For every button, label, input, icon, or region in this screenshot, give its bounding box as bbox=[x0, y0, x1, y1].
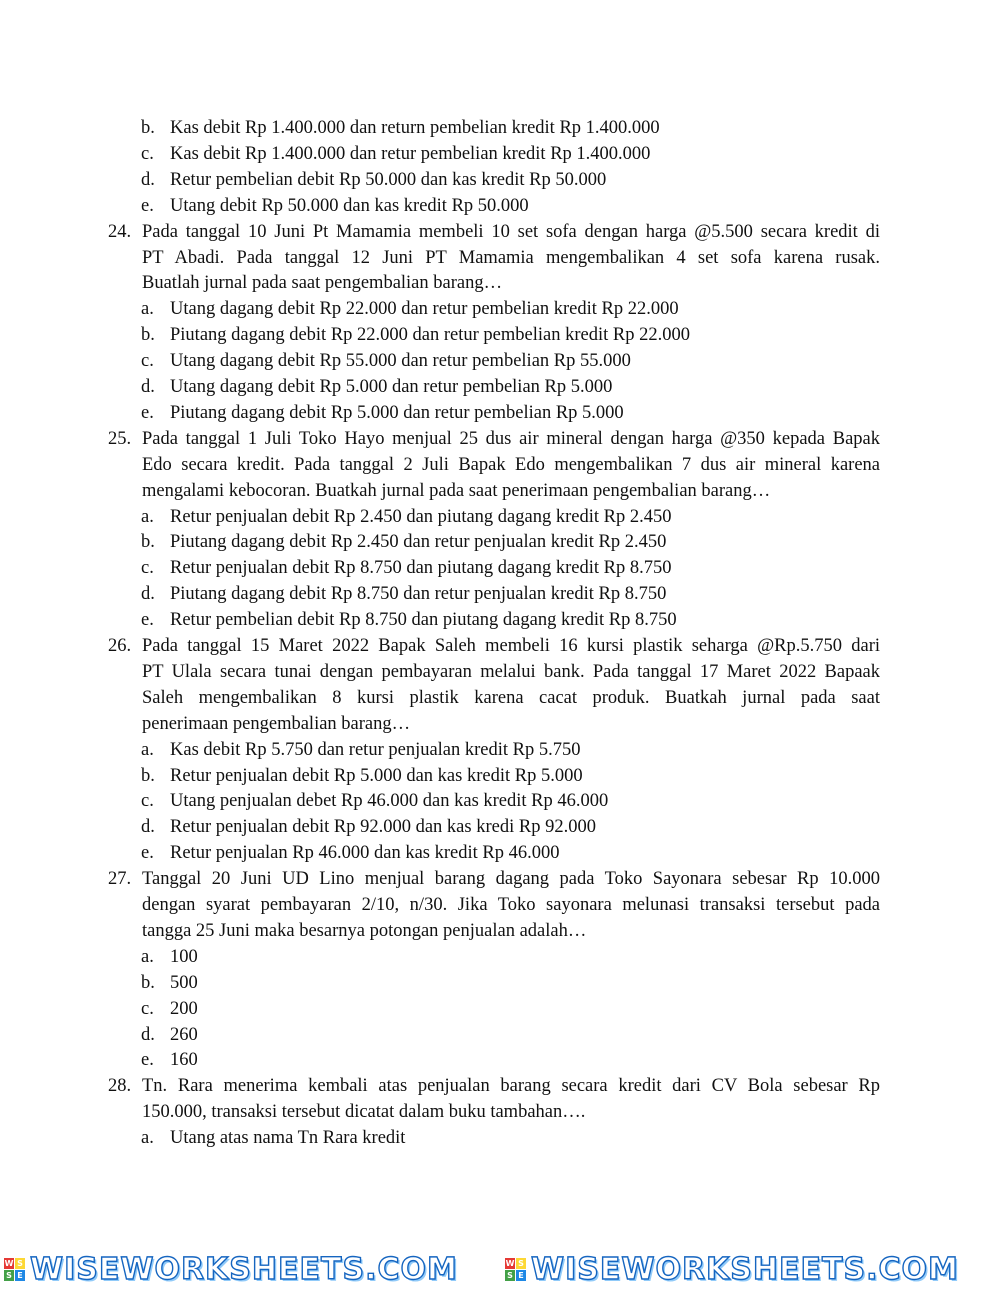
option-text: Piutang dagang debit Rp 5.000 dan retur pembelian Rp 5.000 bbox=[170, 402, 624, 423]
option-text: 500 bbox=[170, 972, 198, 993]
question-number: 28. bbox=[108, 1076, 132, 1097]
option-letter: b. bbox=[141, 972, 155, 993]
option-text: Kas debit Rp 1.400.000 dan return pembelian kredit Rp 1.400.000 bbox=[170, 118, 660, 138]
question-text-line: Tn. Rara menerima kembali atas penjualan barang secara kredit dari CV Bola sebesar Rp bbox=[142, 1076, 880, 1097]
question-text-line: tangga 25 Juni maka besarnya potongan penjualan adalah… bbox=[142, 920, 587, 941]
option-letter: d. bbox=[141, 817, 155, 838]
option-text: Retur penjualan debit Rp 5.000 dan kas kredit Rp 5.000 bbox=[170, 765, 583, 786]
option-letter: e. bbox=[141, 402, 154, 423]
option-letter: e. bbox=[141, 195, 154, 216]
footer-banner bbox=[0, 1250, 1000, 1290]
question-text-line: Pada tanggal 10 Juni Pt Mamamia membeli 10 set sofa dengan harga @5.500 secara kredit di bbox=[142, 221, 880, 242]
question-text-line: Saleh mengembalikan 8 kursi plastik karena cacat produk. Buatkah jurnal pada saat bbox=[142, 687, 880, 708]
site-logo-icon: W S S E bbox=[505, 1258, 527, 1282]
option-text: 200 bbox=[170, 998, 198, 1019]
option-letter: b. bbox=[141, 118, 155, 138]
option-letter: a. bbox=[141, 1128, 154, 1149]
question-text-line: mengalami kebocoran. Buatkah jurnal pada saat penerimaan pengembalian barang… bbox=[142, 480, 771, 501]
option-letter: c. bbox=[141, 998, 154, 1019]
question-text-line: penerimaan pengembalian barang… bbox=[142, 713, 411, 734]
option-letter: b. bbox=[141, 325, 155, 346]
option-letter: e. bbox=[141, 610, 154, 631]
question-text-line: 150.000, transaksi tersebut dicatat dalam buku tambahan…. bbox=[142, 1102, 586, 1123]
question-number: 25. bbox=[108, 428, 132, 449]
option-text: Utang dagang debit Rp 55.000 dan retur pembelian Rp 55.000 bbox=[170, 351, 631, 372]
option-letter: a. bbox=[141, 739, 154, 760]
brand-text: WISEWORKSHEETS.COM bbox=[30, 1252, 458, 1287]
option-letter: c. bbox=[141, 791, 154, 812]
option-text: Utang atas nama Tn Rara kredit bbox=[170, 1128, 406, 1149]
option-text: Retur penjualan Rp 46.000 dan kas kredit Rp 46.000 bbox=[170, 843, 560, 864]
option-text: Utang penjualan debet Rp 46.000 dan kas kredit Rp 46.000 bbox=[170, 791, 609, 812]
question-text-line: Buatlah jurnal pada saat pengembalian barang… bbox=[142, 273, 503, 294]
option-text: 260 bbox=[170, 1024, 198, 1045]
question-text-line: PT Ulala secara tunai dengan pembayaran melalui bank. Pada tanggal 17 Maret 2022 Bapaak bbox=[142, 661, 880, 682]
option-text: Retur penjualan debit Rp 2.450 dan piutang dagang kredit Rp 2.450 bbox=[170, 506, 672, 527]
option-letter: c. bbox=[141, 143, 154, 164]
option-letter: c. bbox=[141, 351, 154, 372]
option-text: Retur penjualan debit Rp 92.000 dan kas kredi Rp 92.000 bbox=[170, 817, 596, 838]
option-text: Utang debit Rp 50.000 dan kas kredit Rp 50.000 bbox=[170, 195, 529, 216]
question-number: 27. bbox=[108, 869, 132, 890]
option-text: Piutang dagang debit Rp 2.450 dan retur penjualan kredit Rp 2.450 bbox=[170, 532, 667, 553]
option-letter: e. bbox=[141, 843, 154, 864]
option-text: Kas debit Rp 5.750 dan retur penjualan kredit Rp 5.750 bbox=[170, 739, 581, 760]
option-text: Retur pembelian debit Rp 8.750 dan piutang dagang kredit Rp 8.750 bbox=[170, 610, 677, 631]
option-letter: d. bbox=[141, 169, 155, 190]
question-text-line: Pada tanggal 1 Juli Toko Hayo menjual 25 dus air mineral dengan harga @350 kepada Bapak bbox=[142, 428, 880, 449]
question-text-line: dengan syarat pembayaran 2/10, n/30. Jika Toko sayonara melunasi transaksi tersebut pada bbox=[142, 895, 880, 915]
question-text-line: Tanggal 20 Juni UD Lino menjual barang dagang pada Toko Sayonara sebesar Rp 10.000 bbox=[142, 869, 880, 890]
option-letter: e. bbox=[141, 1050, 154, 1071]
question-number: 24. bbox=[108, 221, 132, 242]
option-letter: a. bbox=[141, 299, 154, 320]
brand-text: WISEWORKSHEETS.COM bbox=[531, 1252, 959, 1287]
option-letter: d. bbox=[141, 1024, 155, 1045]
option-text: Piutang dagang debit Rp 8.750 dan retur penjualan kredit Rp 8.750 bbox=[170, 584, 667, 605]
option-letter: a. bbox=[141, 946, 154, 967]
question-number: 26. bbox=[108, 636, 132, 656]
site-logo-icon: W S S E bbox=[4, 1258, 26, 1282]
option-text: Retur pembelian debit Rp 50.000 dan kas kredit Rp 50.000 bbox=[170, 169, 607, 190]
option-text: Piutang dagang debit Rp 22.000 dan retur pembelian kredit Rp 22.000 bbox=[170, 325, 690, 346]
option-text: 160 bbox=[170, 1050, 198, 1071]
option-letter: d. bbox=[141, 377, 155, 397]
option-text: Utang dagang debit Rp 5.000 dan retur pembelian Rp 5.000 bbox=[170, 377, 613, 397]
question-text-line: Edo secara kredit. Pada tanggal 2 Juli Bapak Edo mengembalikan 7 dus air mineral karena bbox=[142, 454, 880, 475]
option-text: Retur penjualan debit Rp 8.750 dan piutang dagang kredit Rp 8.750 bbox=[170, 558, 672, 579]
option-letter: c. bbox=[141, 558, 154, 579]
option-letter: b. bbox=[141, 532, 155, 553]
option-letter: a. bbox=[141, 506, 154, 527]
option-text: Utang dagang debit Rp 22.000 dan retur pembelian kredit Rp 22.000 bbox=[170, 299, 679, 320]
option-text: 100 bbox=[170, 946, 198, 967]
option-text: Kas debit Rp 1.400.000 dan retur pembelian kredit Rp 1.400.000 bbox=[170, 143, 651, 164]
question-text-line: Pada tanggal 15 Maret 2022 Bapak Saleh membeli 16 kursi plastik seharga @Rp.5.750 dari bbox=[142, 636, 880, 656]
question-text-line: PT Abadi. Pada tanggal 12 Juni PT Mamamia mengembalikan 4 set sofa karena rusak. bbox=[142, 247, 880, 268]
option-letter: d. bbox=[141, 584, 155, 605]
option-letter: b. bbox=[141, 765, 155, 786]
